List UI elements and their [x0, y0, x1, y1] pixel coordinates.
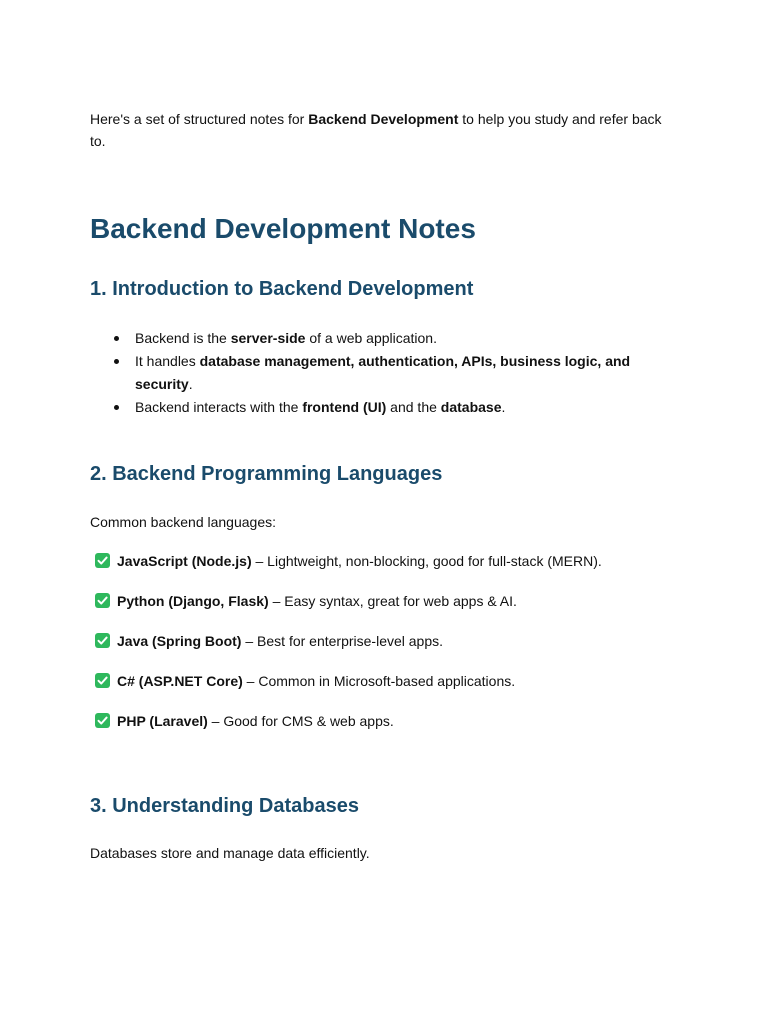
- bullet-bold-text: database: [440, 399, 502, 415]
- bullet-text: .: [188, 376, 193, 392]
- intro-text-end: to help you study and refer back to.: [90, 111, 662, 149]
- list-item: [90, 590, 602, 630]
- bullet-text: Backend interacts with the: [135, 399, 303, 415]
- databases-lead-text: Databases store and manage data efficiently.: [90, 845, 370, 861]
- section-heading-databases: 3. Understanding Databases: [90, 795, 359, 817]
- intro-text-start: Here's a set of structured notes for: [90, 111, 309, 127]
- language-description: – Common in Microsoft-based applications.: [242, 673, 516, 689]
- section-heading-introduction: 1. Introduction to Backend Development: [90, 278, 474, 300]
- bullet-dot-icon: [114, 405, 119, 410]
- bullet-text: and the: [386, 399, 441, 415]
- language-name: C# (ASP.NET Core): [117, 673, 243, 689]
- bullet-text: of a web application.: [305, 330, 437, 346]
- check-mark-icon: [95, 553, 110, 568]
- language-name: Python (Django, Flask): [117, 593, 269, 609]
- bullet-text: It handles: [135, 353, 200, 369]
- language-name: Java (Spring Boot): [117, 633, 242, 649]
- bullet-bold-text: database management, authentication, APIs, business logic, and security: [135, 353, 631, 392]
- list-item: [90, 550, 602, 590]
- language-description: – Easy syntax, great for web apps & AI.: [268, 593, 517, 609]
- bullet-bold-text: server-side: [230, 330, 306, 346]
- list-item: [90, 630, 602, 670]
- check-mark-icon: [95, 713, 110, 728]
- language-name: JavaScript (Node.js): [117, 553, 252, 569]
- introduction-bullet-list: [90, 327, 660, 419]
- bullet-text: Backend is the: [135, 330, 231, 346]
- bullet-dot-icon: [114, 359, 119, 364]
- intro-bold-topic: Backend Development: [308, 111, 459, 127]
- bullet-dot-icon: [114, 336, 119, 341]
- section-heading-languages: 2. Backend Programming Languages: [90, 463, 443, 485]
- bullet-text: .: [501, 399, 506, 415]
- intro-paragraph: [90, 108, 670, 152]
- list-item: [90, 350, 660, 396]
- languages-checklist: [90, 550, 602, 750]
- language-description: – Best for enterprise-level apps.: [241, 633, 444, 649]
- list-item: [90, 670, 602, 710]
- list-item: [90, 396, 660, 419]
- languages-lead-text: Common backend languages:: [90, 514, 277, 530]
- check-mark-icon: [95, 633, 110, 648]
- check-mark-icon: [95, 673, 110, 688]
- bullet-bold-text: frontend (UI): [302, 399, 387, 415]
- document-page: [90, 108, 670, 861]
- language-name: PHP (Laravel): [117, 713, 208, 729]
- list-item: [90, 710, 602, 750]
- language-description: – Lightweight, non-blocking, good for full-stack (MERN).: [251, 553, 602, 569]
- list-item: [90, 327, 660, 350]
- check-mark-icon: [95, 593, 110, 608]
- document-title: Backend Development Notes: [90, 213, 476, 244]
- language-description: – Good for CMS & web apps.: [207, 713, 394, 729]
